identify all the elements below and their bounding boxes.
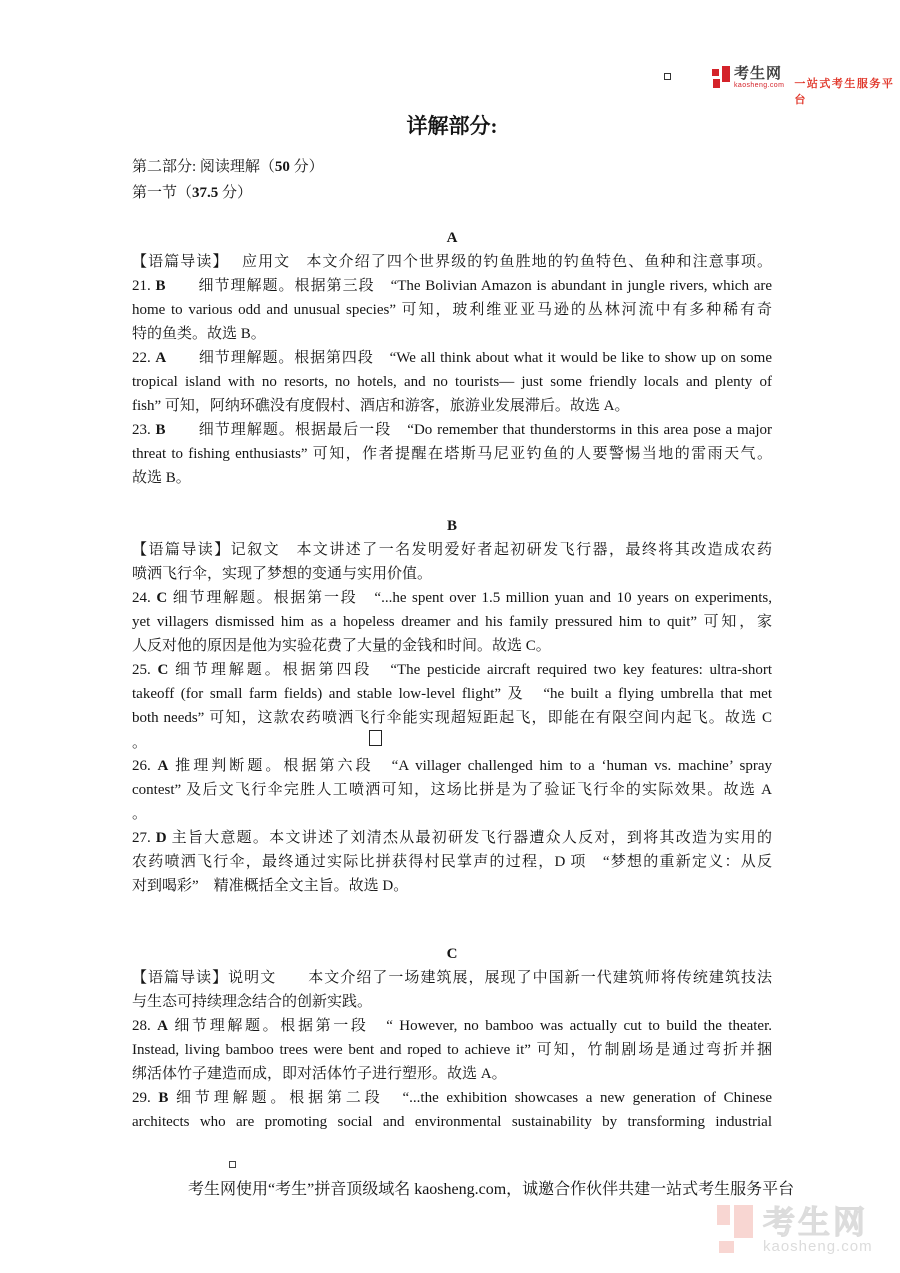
passage-letter: C bbox=[446, 946, 458, 962]
line-text: contest” 及后文飞行伞完胜人工喷洒可知，这场比拼是为了验证飞行伞的实际效果。故选 A bbox=[132, 782, 772, 798]
line-text: 【语篇导读】 应用文 本文介绍了四个世界级的钓鱼胜地的钓鱼特色、鱼种和注意事项。 bbox=[132, 254, 772, 270]
line-text: 细节理解题。根据最后一段 “Do remember that thunderstorms in this area pose a major bbox=[165, 422, 772, 438]
text-line bbox=[132, 730, 772, 754]
line-text: tropical island with no resorts, no hotels, and no tourists— just some friendly locals and plenty of bbox=[132, 374, 772, 390]
line-text: 【语篇导读】记叙文 本文讲述了一名发明爱好者起初研发飞行器，最终将其改造成农药 bbox=[132, 542, 772, 558]
anchor-marker-bottom bbox=[229, 1161, 236, 1168]
passage-letter: A bbox=[446, 230, 458, 246]
answer-letter: A bbox=[157, 758, 169, 774]
passage-letter: B bbox=[446, 518, 457, 534]
line-text: 推理判断题。根据第六段 “A villager challenged him to a ‘human vs. machine’ spray bbox=[168, 758, 772, 774]
line-text: 。 bbox=[132, 806, 148, 822]
answer-section bbox=[132, 514, 772, 898]
answer-letter: B bbox=[155, 422, 166, 438]
question-number: 25. bbox=[132, 662, 158, 678]
answer-letter: C bbox=[156, 590, 168, 606]
answer-section bbox=[132, 226, 772, 490]
question-number: 27. bbox=[132, 830, 156, 846]
text-line bbox=[132, 966, 772, 990]
document-title: 详解部分: bbox=[406, 114, 498, 138]
kaosheng-logo[interactable] bbox=[712, 60, 900, 107]
answer-letter: D bbox=[155, 830, 167, 846]
text-line bbox=[132, 466, 772, 490]
answer-letter: A bbox=[157, 1018, 168, 1034]
line-text: takeoff (for small farm fields) and stable low-level flight” 及 “he built a flying umbrella that met bbox=[132, 686, 772, 702]
brand-tagline: 一站式考生服务平台 bbox=[794, 78, 895, 106]
text-line bbox=[132, 418, 772, 442]
watermark-domain: kaosheng.com bbox=[763, 1238, 873, 1255]
line-text: 细节理解题。根据第一段 “ However, no bamboo was actually cut to build the theater. bbox=[168, 1018, 772, 1034]
text-line bbox=[132, 274, 772, 298]
question-number: 23. bbox=[132, 422, 156, 438]
brand-domain: kaosheng.com bbox=[734, 82, 785, 89]
missing-glyph-box-icon bbox=[369, 730, 382, 746]
text-line bbox=[132, 610, 772, 634]
question-number: 28. bbox=[132, 1018, 158, 1034]
line-text: 主旨大意题。本文讲述了刘清杰从最初研发飞行器遭众人反对，到将其改造为实用的 bbox=[166, 830, 772, 846]
line-text: 细节理解题。根据第二段 “...the exhibition showcases a new generation of Chinese bbox=[168, 1090, 772, 1106]
text-line bbox=[132, 874, 772, 898]
text-line bbox=[132, 850, 772, 874]
question-number: 26. bbox=[132, 758, 158, 774]
text-line bbox=[132, 394, 772, 418]
text-line bbox=[132, 346, 772, 370]
line-text: 细节理解题。根据第一段 “...he spent over 1.5 million yuan and 10 years on experiments, bbox=[167, 590, 772, 606]
text-line bbox=[132, 562, 772, 586]
text-line bbox=[132, 1062, 772, 1086]
part-heading bbox=[132, 154, 772, 180]
line-text: 细节理解题。根据第三段 “The Bolivian Amazon is abundant in jungle rivers, which are bbox=[165, 278, 772, 294]
line-text: 绑活体竹子建造而成，即对活体竹子进行塑形。故选 A。 bbox=[132, 1066, 507, 1082]
text-line bbox=[132, 1014, 772, 1038]
text-line bbox=[132, 778, 772, 802]
line-text: architects who are promoting social and environmental sustainability by transforming industrial bbox=[132, 1114, 772, 1130]
answer-letter: B bbox=[155, 278, 166, 294]
line-text: yet villagers dismissed him as a hopeless dreamer and his family pressured him to quit” 可知，家 bbox=[132, 614, 772, 630]
text-line bbox=[132, 538, 772, 562]
text-line bbox=[132, 298, 772, 322]
line-text: Instead, living bamboo trees were bent and roped to achieve it” 可知，竹制剧场是通过弯折并捆 bbox=[132, 1042, 772, 1058]
text-line bbox=[132, 754, 772, 778]
part-heading-suffix: 分） bbox=[289, 159, 324, 175]
doc-body bbox=[132, 226, 772, 1134]
text-line bbox=[132, 370, 772, 394]
line-text: 故选 B。 bbox=[132, 470, 191, 486]
text-line bbox=[132, 682, 772, 706]
watermark-name: 考生网 bbox=[763, 1204, 869, 1240]
question-number: 24. bbox=[132, 590, 157, 606]
text-line bbox=[132, 826, 772, 850]
text-line bbox=[132, 1038, 772, 1062]
text-line bbox=[132, 1086, 772, 1110]
line-text: 细节理解题。根据第四段 “The pesticide aircraft required two key features: ultra-short bbox=[168, 662, 772, 678]
footer-text: 考生网使用“考生”拼音顶级域名 kaosheng.com，诚邀合作伙伴共建一站式考生服务平台 bbox=[188, 1181, 795, 1198]
answer-letter: C bbox=[157, 662, 169, 678]
text-line bbox=[132, 658, 772, 682]
line-text: 对到喝彩” 精准概括全文主旨。故选 D。 bbox=[132, 878, 409, 894]
part-heading-score: 50 bbox=[274, 159, 290, 175]
kaosheng-logo-icon bbox=[712, 66, 730, 90]
line-text: 。 bbox=[132, 735, 148, 751]
text-line bbox=[132, 250, 772, 274]
text-line bbox=[132, 586, 772, 610]
part-heading-text: 第二部分: 阅读理解（ bbox=[132, 159, 275, 175]
text-line bbox=[132, 634, 772, 658]
line-text: both needs” 可知，这款农药喷洒飞行伞能实现超短距起飞，即能在有限空间内起飞。故选 C bbox=[132, 710, 772, 726]
section-heading-text: 第一节（ bbox=[132, 185, 193, 201]
line-text: home to various odd and unusual species” 可知，玻利维亚亚马逊的丛林河流中有多种稀有奇 bbox=[132, 302, 772, 318]
question-number: 29. bbox=[132, 1090, 159, 1106]
line-text: 喷洒飞行伞，实现了梦想的变通与实用价值。 bbox=[132, 566, 433, 582]
section-heading-suffix: 分） bbox=[218, 185, 253, 201]
text-line bbox=[132, 802, 772, 826]
line-text: 与生态可持续理念结合的创新实践。 bbox=[132, 994, 373, 1010]
question-number: 21. bbox=[132, 278, 156, 294]
kaosheng-watermark-icon bbox=[717, 1205, 754, 1253]
answer-section bbox=[132, 942, 772, 1134]
line-text: 农药喷洒飞行伞，最终通过实际比拼获得村民掌声的过程，D 项 “梦想的重新定义：从反 bbox=[132, 854, 772, 870]
line-text: 特的鱼类。故选 B。 bbox=[132, 326, 266, 342]
text-line bbox=[132, 322, 772, 346]
line-text: 【语篇导读】说明文 本文介绍了一场建筑展，展现了中国新一代建筑师将传统建筑技法 bbox=[132, 970, 772, 986]
kaosheng-watermark bbox=[717, 1205, 873, 1255]
section-heading-line bbox=[132, 180, 772, 206]
answer-letter: B bbox=[158, 1090, 169, 1106]
brand-name: 考生网 bbox=[734, 65, 783, 82]
section-heading-score: 37.5 bbox=[192, 185, 219, 201]
question-number: 22. bbox=[132, 350, 156, 366]
answer-letter: A bbox=[155, 350, 167, 366]
line-text: 人反对他的原因是他为实验花费了大量的金钱和时间。故选 C。 bbox=[132, 638, 551, 654]
text-line bbox=[132, 706, 772, 730]
line-text: fish” 可知，阿纳环礁没有度假村、酒店和游客，旅游业发展滞后。故选 A。 bbox=[132, 398, 630, 414]
text-line bbox=[132, 1110, 772, 1134]
document-page bbox=[132, 112, 772, 1134]
line-text: threat to fishing enthusiasts” 可知，作者提醒在塔斯马尼亚钓鱼的人要警惕当地的雷雨天气。 bbox=[132, 446, 772, 462]
anchor-marker-top bbox=[664, 73, 671, 80]
text-line bbox=[132, 990, 772, 1014]
line-text: 细节理解题。根据第四段 “We all think about what it would be like to show up on some bbox=[166, 350, 772, 366]
text-line bbox=[132, 442, 772, 466]
